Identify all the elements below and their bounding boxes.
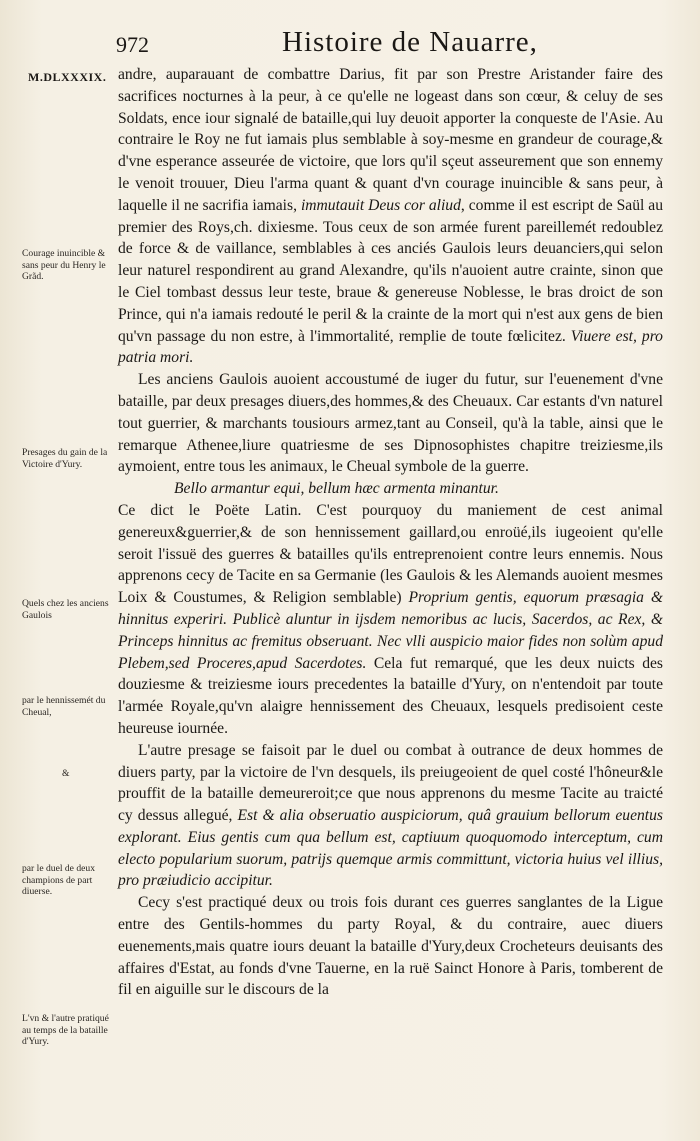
paragraph-text: Les anciens Gaulois auoient accoustumé de iuger du futur, sur l'euenement d'vne bataille, par deux presages diuers,des hommes,& des Cheuaux. Car estants d'vn naturel tout guerrier, & marchants tousiours armez,tant au Conseil, qu'à la table, ainsi que le remarque Athenee,liure quatriesme de ses Dipnosophistes chapitre treiziesme,ils aymoient, entre tous les animaux, le Cheual symbole de la guerre. bbox=[118, 371, 663, 476]
paragraph-text: Ce dict le Poëte Latin. C'est pourquoy du maniement de cest animal genereux&guerrier,& de son hennissement gaillard,ou enroüé,ils iugeoient qu'elle seroit l'issuë des guerres & batailles qu'ils entreprenoient contre leurs ennemis. Nous apprenons cecy de Tacite en sa Germanie (les Gaulois & les Alemands auoient mesmes Loix & Coustumes, & Religion semblable) bbox=[118, 501, 663, 607]
page-number: 972 bbox=[116, 32, 149, 57]
paragraph-text: andre, auparauant de combattre Darius, fit par son Prestre Aristander faire des sacrifices nocturnes à la peur, à ce qu'elle ne logeast dans son cœur, & celuy de ses Soldats, ence iour signalé de bataille,qui luy deuoit apporter la conqueste de l'Asie. Au contraire le Roy ne fut iamais plus semblable à soy-mesme en grandeur de courage,& d'vne esperance asseurée de victoire, que lors qu'il sçeut asseurement que son ennemy le venoit trouuer, Dieu l'arma quant & quant d'vn courage inuincible & sans peur, à laquelle il ne sacrifia iamais, bbox=[118, 66, 663, 214]
margin-note-gaulois: Quels chez les anciens Gaulois bbox=[22, 598, 109, 621]
body-text bbox=[118, 64, 663, 1001]
margin-note-presages: Presages du gain de la Victoire d'Yury. bbox=[22, 447, 108, 470]
latin-quote: Est & alia obseruatio auspiciorum, quâ grauium bellorum euentus explorant. Eius gentis cum qua bellum est, captiuum quoquomodo interceptum, cum electo popularium suorum, patrijs quemque armis committunt, victoria huius vel illius, pro præiudicio accipitur. bbox=[118, 807, 663, 890]
paragraph-text: L'autre presage se faisoit par le duel ou combat à outrance de deux hommes de diuers party, par la victoire de l'vn desquels, ils preiugeoient de quel costé l'hôneur&le prouffit de la bataille demeureroit;ce que nous apprenons du mesme Tacite au traicté cy dessus allegué, bbox=[118, 741, 663, 825]
running-title: Histoire de Nauarre, bbox=[282, 26, 538, 58]
margin-note-hennissement: par le hennissemét du Cheual, bbox=[22, 695, 106, 718]
margin-note-duel: par le duel de deux champions de part diuerse. bbox=[22, 863, 95, 897]
paragraph bbox=[118, 740, 663, 893]
paragraph-text: Cela fut remarqué, que les deux nuicts des douziesme & treiziesme iours precedentes la bataille d'Yury, on n'entendoit par toute l'armée Royale,qu'vn alaigre hennissement des Cheuaux, lesquels predisoient ceste heureuse iournée. bbox=[118, 654, 663, 737]
year-marker: M.DLXXXIX. bbox=[28, 70, 107, 84]
paragraph bbox=[118, 500, 663, 740]
latin-quote: Viuere est, pro patria mori. bbox=[118, 327, 663, 367]
latin-quote: immutauit Deus cor aliud bbox=[300, 196, 461, 214]
margin-note-courage: Courage inuincible & sans peur du Henry le Grãd. bbox=[22, 248, 106, 282]
paragraph-text: , comme il est escript de Saül au premier des Roys,ch. dixiesme. Tous ceux de son armée furent pareillemét redoublez de force & de vaillance, semblables à ces anciés Gaulois leurs deuanciers,qui selon leur naturel respondirent au grand Alexandre, qu'ils n'auoient autre crainte, sinon que le Ciel tombast dessus leur teste, braue & genereuse Noblesse, le bras droict de son Prince, qui n'a iamais redouté le peril & la crainte de la mort qui n'est aux gens de bien qu'vn passage du non estre, à l'immortalité, remplie de toute fœlicitez. bbox=[118, 196, 663, 345]
latin-quote: Bello armantur equi, bellum hæc armenta minantur. bbox=[174, 480, 499, 498]
paragraph bbox=[118, 478, 663, 500]
paragraph-text: Cecy s'est practiqué deux ou trois fois durant ces guerres sanglantes de la Ligue entre des Gentils-hommes du party Royal, & du contraire, auec diuers euenements,mais quatre iours deuant la bataille d'Yury,deux Crocheteurs deuisants des affaires d'Estat, au fonds d'vne Tauerne, en la ruë Sainct Honore à Paris, tomberent de fil en aiguille sur le discours de la bbox=[118, 894, 663, 999]
paragraph bbox=[118, 892, 663, 1001]
margin-note-and: & bbox=[62, 768, 70, 779]
margin-note-yury: L'vn & l'autre pratiqué au temps de la bataille d'Yury. bbox=[22, 1013, 109, 1047]
latin-quote: Proprium gentis, equorum præsagia & hinnitus experiri. Publicè aluntur in ijsdem nemoribus ac lucis, Sacerdos, ac Rex, & Princeps hinnitus ac fremitus obseruant. Nec vlli auspicio maior fides non solùm apud Plebem,sed Proceres,apud Sacerdotes. bbox=[118, 589, 663, 672]
paragraph bbox=[118, 369, 663, 478]
paragraph bbox=[118, 64, 663, 369]
